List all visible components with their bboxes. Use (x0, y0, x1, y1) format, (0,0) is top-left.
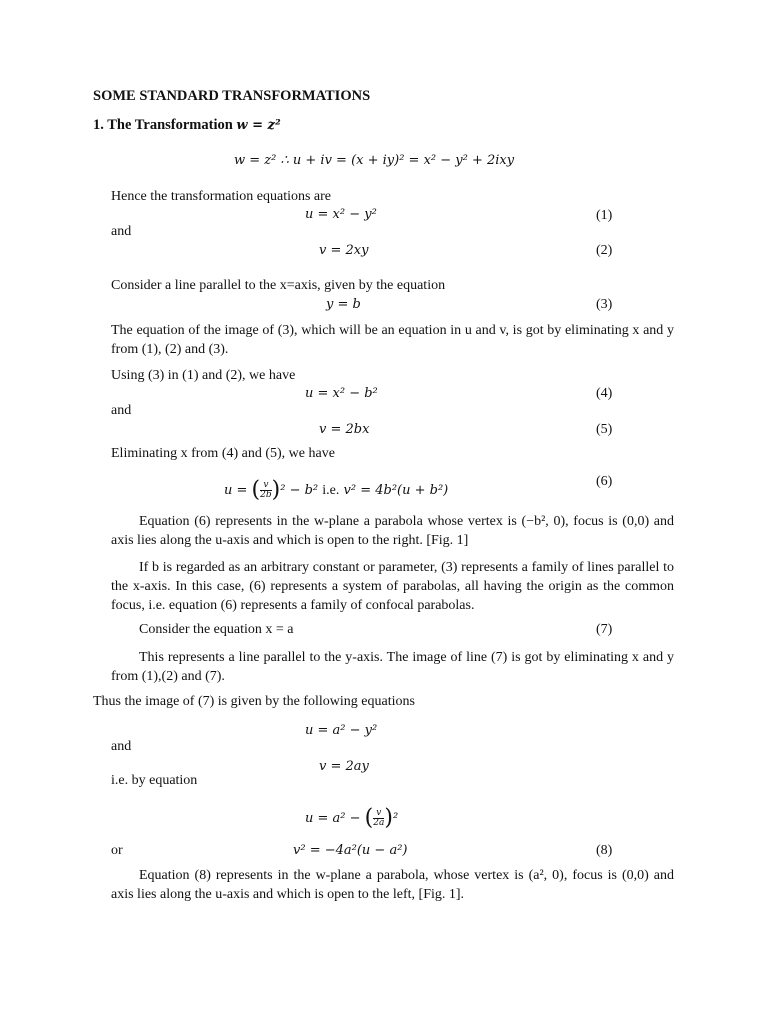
equation-7-number: (7) (596, 622, 613, 637)
section-heading (93, 118, 281, 133)
paragraph-intro: Hence the transformation equations are (111, 189, 332, 204)
equation-5-number: (5) (596, 422, 613, 437)
equation-1: u = x² − y² (305, 207, 377, 222)
equation-2-number: (2) (596, 243, 613, 258)
equation-5: v = 2bx (319, 422, 370, 437)
paragraph-image-of-7: Thus the image of (7) is given by the following equations (93, 694, 415, 709)
equation-3-number: (3) (596, 297, 613, 312)
equation-6-rest: ² − b² (280, 483, 319, 498)
equation-4-number: (4) (596, 386, 613, 401)
equation-4: u = x² − b² (305, 386, 378, 401)
paragraph-parabola-right: Equation (6) represents in the w-plane a parabola whose vertex is (−b², 0), focus is (0,0) and axis lies along the u-axis and which is open to the right. [Fig. 1] (111, 514, 674, 548)
paragraph-eliminating-x: Eliminating x from (4) and (5), we have (111, 446, 335, 461)
paragraph-confocal: If b is regarded as an arbitrary constant or parameter, (3) represents a family of lines parallel to the x-axis. In this case, (6) represents a system of parabolas, all having the origin as the common focus, i.e. equation (6) represents a family of confocal parabolas. (111, 560, 674, 613)
paragraph-using-3: Using (3) in (1) and (2), we have (111, 368, 296, 383)
equation-image-u: u = a² − y² (305, 723, 378, 738)
connector-and-3: and (111, 739, 132, 754)
equation-6-rhs: v² = 4b²(u + b²) (343, 483, 449, 498)
section-number: 1. (93, 117, 104, 133)
section-formula: w = z² (236, 118, 281, 133)
connector-or: or (111, 843, 123, 858)
equation-8: v² = −4a²(u − a²) (293, 843, 408, 858)
paragraph-line-parallel-y: This represents a line parallel to the y-axis. The image of line (7) is got by eliminating x and y from (1),(2) and (7). (111, 650, 674, 684)
equation-image-v: v = 2ay (319, 759, 369, 774)
equation-6-fraction: $\frac{v}{2b}$ (260, 480, 272, 500)
main-equation: w = z² ∴ u + iv = (x + iy)² = x² − y² + 2ixy (234, 153, 515, 168)
paragraph-line-parallel: Consider a line parallel to the x=axis, given by the equation (111, 278, 446, 293)
equation-2: v = 2xy (319, 243, 369, 258)
equation-6-lhs: u = (224, 483, 248, 498)
equation-8-number: (8) (596, 843, 613, 858)
equation-image-eliminated: u = a² − ( $\frac{v}{2a}$ )² (305, 805, 399, 831)
equation-6-ie: i.e. (322, 483, 340, 498)
paragraph-parabola-left: Equation (8) represents in the w-plane a parabola, whose vertex is (a², 0), focus is (0,0) and axis lies along the u-axis and which is open to the left, [Fig. 1]. (111, 868, 674, 902)
paragraph-image-equation: The equation of the image of (3), which will be an equation in u and v, is got by eliminating x and y from (1), (2) and (3). (111, 323, 674, 357)
paragraph-ie-by-equation: i.e. by equation (111, 773, 198, 788)
page-title: SOME STANDARD TRANSFORMATIONS (93, 88, 371, 104)
equation-3: y = b (326, 297, 361, 312)
section-label: The Transformation (107, 117, 233, 133)
equation-6: u = ( $\frac{v}{2b}$ )² − b² i.e. v² = 4b²(u + b²) (224, 477, 449, 503)
paragraph-consider-x-a: Consider the equation x = a (139, 622, 294, 637)
connector-and-2: and (111, 403, 132, 418)
equation-1-number: (1) (596, 208, 613, 223)
connector-and-1: and (111, 224, 132, 239)
equation-image-fraction: $\frac{v}{2a}$ (373, 808, 385, 828)
equation-6-number: (6) (596, 474, 613, 489)
